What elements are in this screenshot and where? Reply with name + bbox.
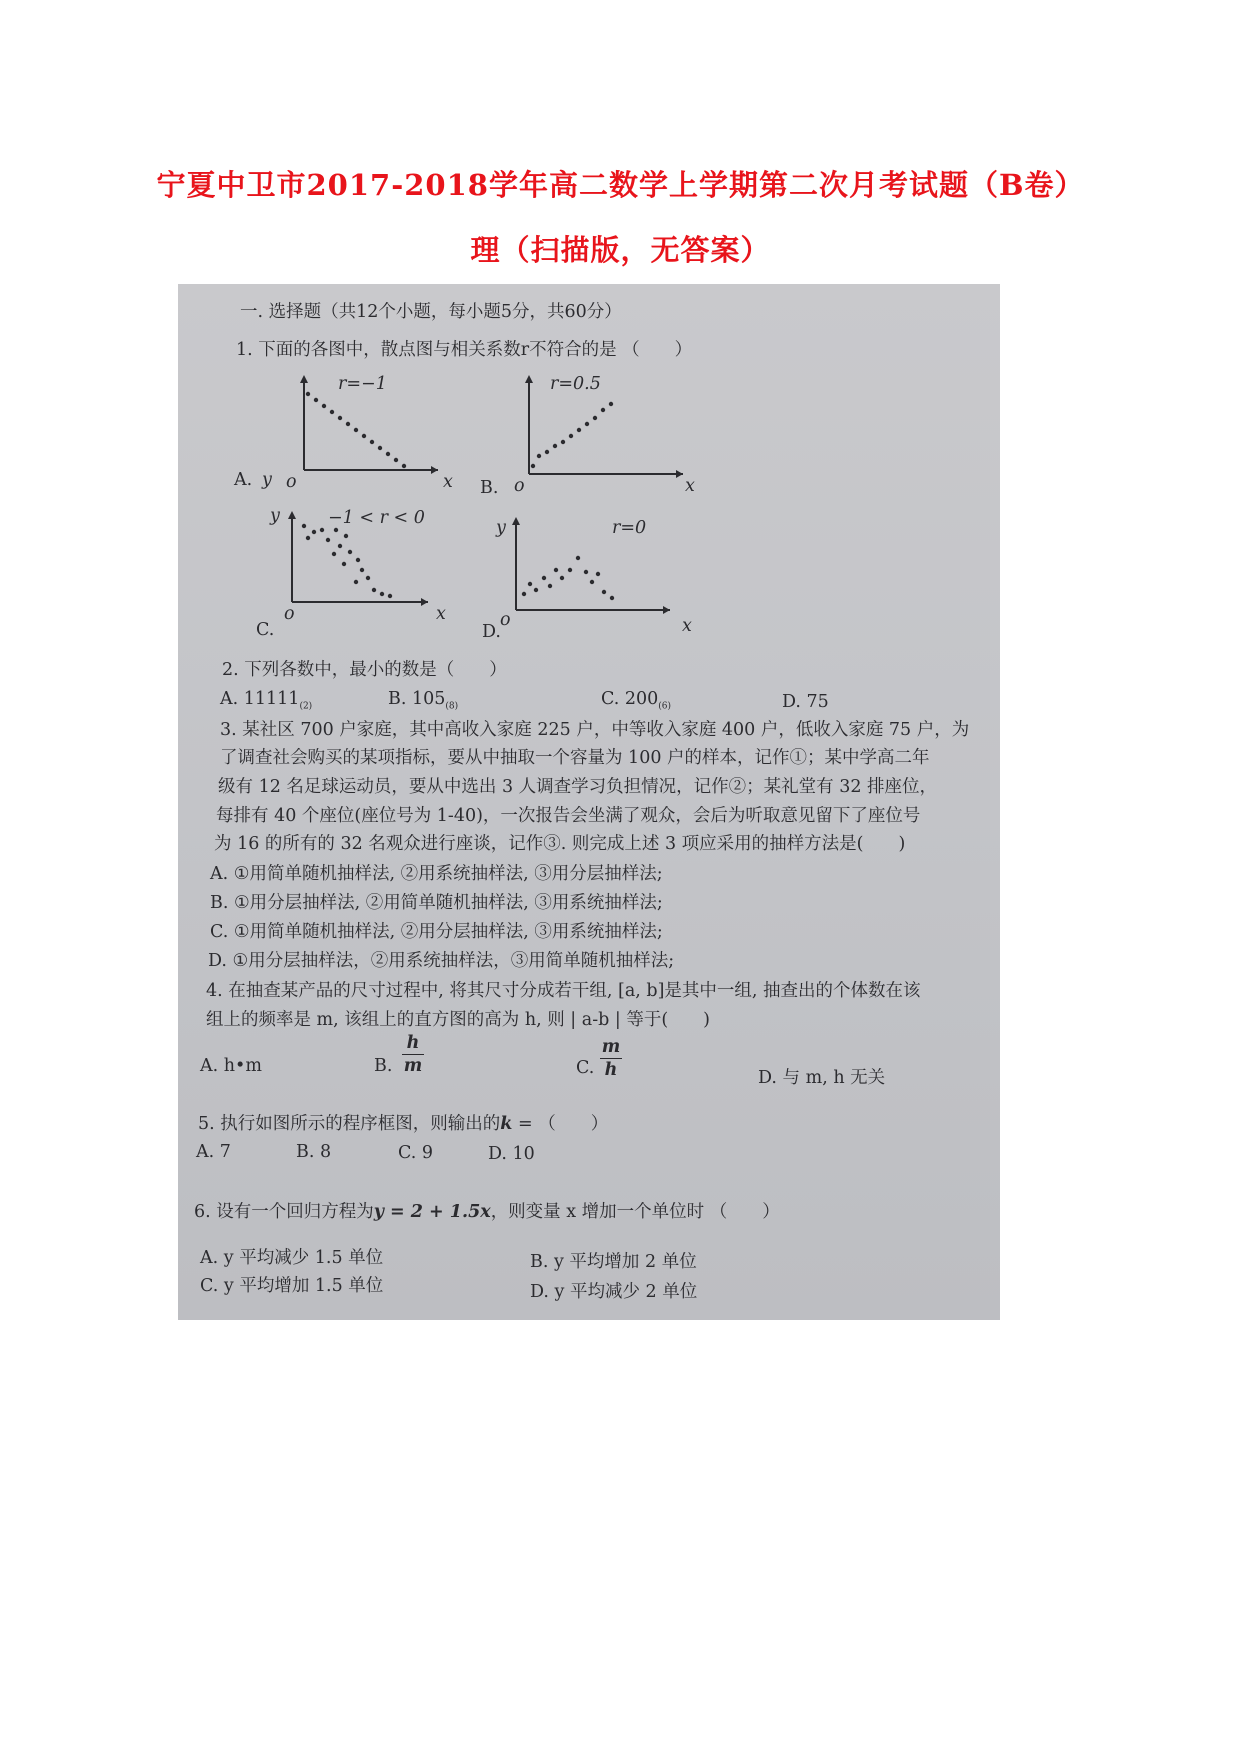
q1-plot-d-origin: o [500, 610, 511, 630]
q2-option-d: D. 75 [782, 692, 829, 712]
q1-plot-d-r-label: r=0 [612, 518, 647, 538]
q1-option-d-letter: D. [482, 622, 501, 642]
q4-option-c-letter: C. [576, 1058, 595, 1078]
q1-plot-a-origin: o [286, 472, 297, 492]
q1-plot-c-y-label: y [270, 506, 280, 526]
q4-option-b-denominator: m [403, 1056, 423, 1076]
q5-stem: 5. 执行如图所示的程序框图，则输出的k = （ ） [198, 1114, 609, 1134]
q1-option-c-letter: C. [256, 620, 275, 640]
q1-plot-c-origin: o [284, 604, 295, 624]
q1-plot-c-x-label: x [436, 604, 446, 624]
q2-stem: 2. 下列各数中，最小的数是（ ） [222, 660, 507, 680]
q4-line-1: 4. 在抽查某产品的尺寸过程中, 将其尺寸分成若干组, [a, b]是其中一组, 抽查出的个体数在该 [206, 981, 921, 1001]
q3-option-b: B. ①用分层抽样法, ②用简单随机抽样法, ③用系统抽样法; [210, 893, 663, 913]
q4-option-c-denominator: h [604, 1060, 618, 1080]
page-title-line1: 宁夏中卫市2017-2018学年高二数学上学期第二次月考试题（B卷） [156, 168, 1085, 202]
q6-option-c: C. y 平均增加 1.5 单位 [200, 1276, 384, 1296]
q3-line-2: 了调查社会购买的某项指标，要从中抽取一个容量为 100 户的样本，记作①；某中学高二年 [220, 748, 930, 768]
q3-option-a: A. ①用简单随机抽样法, ②用系统抽样法, ③用分层抽样法; [210, 864, 663, 884]
q1-plot-b-r-label: r=0.5 [550, 374, 601, 394]
q4-line-2: 组上的频率是 m, 该组上的直方图的高为 h, 则 | a-b | 等于( ) [206, 1010, 710, 1030]
q6-option-a: A. y 平均减少 1.5 单位 [200, 1248, 384, 1268]
q1-option-b-letter: B. [480, 478, 499, 498]
q1-plot-c-r-label: −1 < r < 0 [328, 508, 425, 528]
q4-option-b-letter: B. [374, 1056, 393, 1076]
q3-option-d: D. ①用分层抽样法，②用系统抽样法，③用简单随机抽样法; [208, 951, 675, 971]
q5-option-a: A. 7 [196, 1142, 231, 1162]
q1-plot-b-x-label: x [685, 476, 695, 496]
q1-plot-a-x-label: x [443, 472, 453, 492]
q4-option-b-fraction [400, 1032, 426, 1077]
q1-plot-b-origin: o [514, 476, 525, 496]
q5-option-b: B. 8 [296, 1142, 332, 1162]
scanned-exam-image [178, 284, 1000, 1320]
section-header: 一. 选择题（共12个小题，每小题5分，共60分） [240, 302, 622, 322]
q4-option-a: A. h•m [200, 1056, 262, 1076]
q1-plot-a-y-label: y [262, 470, 272, 490]
q6-stem: 6. 设有一个回归方程为y = 2 + 1.5x，则变量 x 增加一个单位时 （ ） [194, 1202, 780, 1222]
q4-option-c-fraction [598, 1036, 624, 1081]
q5-option-d: D. 10 [488, 1144, 535, 1164]
q1-plot-d [500, 512, 680, 632]
q6-option-d: D. y 平均减少 2 单位 [530, 1282, 698, 1302]
q2-option-c: C. $200_{(6)}$ [601, 689, 672, 712]
q2-option-a: A. $11111_{(2)}$ [220, 689, 313, 712]
q1-plot-d-x-label: x [682, 616, 692, 636]
q3-line-5: 为 16 的所有的 32 名观众进行座谈，记作③. 则完成上述 3 项应采用的抽样方法是( ) [214, 834, 906, 854]
q4-option-c-numerator: m [601, 1037, 621, 1057]
q4-option-b-numerator: h [406, 1033, 420, 1053]
q5-option-c: C. 9 [398, 1143, 434, 1163]
q3-line-4: 每排有 40 个座位(座位号为 1-40)，一次报告会坐满了观众，会后为听取意见留下了座位号 [216, 806, 921, 826]
q1-stem: 1. 下面的各图中，散点图与相关系数r不符合的是 （ ） [236, 340, 693, 360]
page-title-line2: 理（扫描版，无答案） [470, 233, 771, 267]
q1-plot-d-y-label: y [496, 518, 506, 538]
q3-line-1: 3. 某社区 700 户家庭，其中高收入家庭 225 户，中等收入家庭 400 户，低收入家庭 75 户，为 [220, 720, 970, 740]
q2-option-b: B. $105_{(8)}$ [388, 689, 459, 712]
q4-option-d: D. 与 m, h 无关 [758, 1068, 886, 1088]
q1-plot-a-r-label: r=−1 [338, 374, 387, 394]
q1-option-a-letter: A. [234, 470, 253, 490]
q6-option-b: B. y 平均增加 2 单位 [530, 1252, 697, 1272]
q3-line-3: 级有 12 名足球运动员，要从中选出 3 人调查学习负担情况，记作②；某礼堂有 32 排座位， [218, 777, 938, 797]
q3-option-c: C. ①用简单随机抽样法, ②用分层抽样法, ③用系统抽样法; [210, 922, 663, 942]
